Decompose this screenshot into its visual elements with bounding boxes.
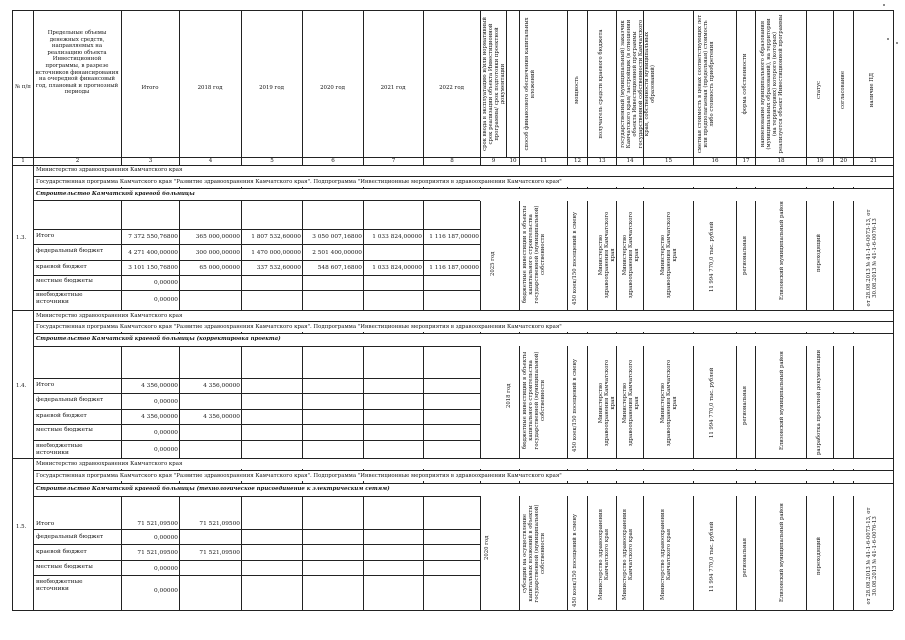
row-number: 1.5. (16, 524, 27, 530)
cell-pd: от 28.08.2013 № 41-1-6-0073-13, от 30.08.2013 № 41-1-6-0076-13 (866, 507, 878, 605)
row-label-extra: внебюджетные источники (36, 443, 83, 456)
cell-pd: от 28.08.2013 № 41-1-6-0073-13, от 30.08.2013 № 41-1-6-0076-13 (866, 209, 878, 307)
cell-value: 337 532,60000 (256, 265, 301, 271)
cell-customer: Министерство здравоохранения Камчатского края (622, 509, 634, 600)
section-object: Строительство Камчатской краевой больницы (36, 191, 195, 197)
cell-status: переходящий (816, 537, 822, 575)
cell-financing: бюджетные инвестиции в объекты капитального строительства государственной (муниципальной) собственности (522, 351, 546, 450)
col-num: 16 (711, 158, 719, 164)
header-col-municipality: наименование муниципального образования (муниципальных образований), на территории (на территориях) которого (которых) реализуется объект Инвестиционной программы (760, 14, 784, 154)
cell-value: 0,00000 (154, 430, 178, 436)
scan-speck (887, 38, 889, 40)
cell-cost: 11 994 770,0 тыс. рублей (709, 221, 715, 292)
header-col-capacity: мощность (574, 76, 580, 104)
row-label-total: Итого (36, 233, 55, 239)
row-number: 1.3. (16, 235, 27, 241)
row-label-federal: федеральный бюджет (36, 248, 104, 254)
cell-capacity: 450 коек/150 посещений в смену (572, 513, 578, 607)
cell-recipient: Министерство здравоохранения Камчатского края (598, 359, 616, 447)
col-num: 14 (626, 158, 634, 164)
cell-status: разработка проектной документации (816, 349, 822, 455)
row-label-total: Итого (36, 382, 55, 388)
section-ministry: Министерство здравоохранения Камчатского края (36, 313, 183, 319)
col-num: 9 (491, 158, 496, 164)
cell-status: переходящий (816, 234, 822, 272)
cell-value: 1 116 187,00000 (429, 234, 479, 240)
cell-value: 0,00000 (154, 280, 178, 286)
col-num: 13 (598, 158, 606, 164)
cell-value: 4 356,00000 (203, 383, 240, 389)
cell-ownership: региональная (742, 236, 748, 275)
cell-recipient: Министерство здравоохранения Камчатского края (598, 509, 610, 600)
col-num: 7 (391, 158, 396, 164)
cell-customer: Министерство здравоохранения Камчатского края (622, 211, 640, 299)
row-label-local: местные бюджеты (36, 278, 93, 284)
header-col-cost: сметная стоимость в ценах соответствующих лет или предполагаемая (предельная) стоимость либо стоимость приобретения (697, 14, 715, 154)
row-label-regional: краевой бюджет (36, 413, 87, 419)
col-num: 2 (75, 158, 80, 164)
cell-value: 71 521,09500 (199, 550, 240, 556)
cell-value: 65 000,00000 (199, 265, 240, 271)
header-col-term: срок ввода в эксплуатацию и/или нормативный срок реализации объекта Инвестиционной программы/ срок подготовки проектной документации (482, 17, 506, 151)
table-bottom-border (12, 610, 893, 611)
col-num: 8 (450, 158, 454, 164)
col-num: 5 (270, 158, 274, 164)
cell-ownership: региональная (742, 538, 748, 577)
cell-recipient: Министерство здравоохранения Камчатского края (598, 211, 616, 299)
cell-year: 2020 год (484, 535, 490, 560)
row-label-total: Итого (36, 521, 55, 527)
cell-financing: бюджетные инвестиции в объекты капитального строительства государственной (муниципальной) собственности (522, 205, 546, 304)
cell-ownership: региональная (742, 386, 748, 425)
row-label-federal: федеральный бюджет (36, 534, 104, 540)
section-ministry: Министерство здравоохранения Камчатского края (36, 461, 183, 467)
section-program: Государственная программа Камчатского края "Развитие здравоохранения Камчатского края". Подпрограмма "Инвестиционные мероприятия в здравоохранении Камчатского края" (36, 324, 562, 330)
row-label-extra: внебюджетные источники (36, 579, 83, 592)
cell-value: 71 521,09500 (137, 550, 178, 556)
cell-value: 300 000,00000 (195, 250, 240, 256)
section-ministry: Министерство здравоохранения Камчатского края (36, 167, 183, 173)
header-col-2021: 2021 год (380, 85, 406, 91)
col-num: 1 (21, 158, 25, 164)
section-object: Строительство Камчатской краевой больницы (корректировка проекта) (36, 336, 281, 342)
col-num: 21 (869, 158, 878, 164)
row-label-local: местные бюджеты (36, 564, 93, 570)
col-num: 19 (816, 158, 824, 164)
cell-year: 2025 год (490, 251, 496, 276)
header-col-volumes: Предельные объемы денежных средств, направляемых на реализацию объекта Инвестиционной программы, в разрезе источников финансирования на очередной финансовый год, плановый и прогнозный периоды (35, 30, 119, 96)
col-num: 10 (509, 158, 517, 164)
header-col-2022: 2022 год (439, 85, 464, 91)
col-num: 15 (664, 158, 673, 164)
header-col-pd: наличие ПД (869, 72, 875, 108)
scan-speck (883, 4, 885, 6)
table-right-border (893, 10, 894, 610)
cell-value: 0,00000 (154, 399, 178, 405)
header-col-customer: государственный (муниципальный) заказчик Камчатского края/ застройщик (в отношении объекта Инвестиционной программы государственной собственности Камчатского края, собственности муниципальных образований) (620, 19, 656, 149)
cell-value: 548 607,16800 (317, 265, 362, 271)
cell-value: 3 101 150,76800 (128, 265, 178, 271)
section-program: Государственная программа Камчатского края "Развитие здравоохранения Камчатского края". Подпрограмма "Инвестиционные мероприятия в здравоохранении Камчатского края" (36, 179, 562, 185)
col-num: 18 (777, 158, 785, 164)
section-object: Строительство Камчатской краевой больницы (технологическое присоединение к электрическим сетям) (36, 486, 390, 492)
row-label-regional: краевой бюджет (36, 549, 87, 555)
cell-value: 4 271 400,00000 (128, 250, 178, 256)
header-col-2020: 2020 год (320, 85, 345, 91)
cell-value: 0,00000 (154, 566, 178, 572)
cell-developer: Министерство здравоохранения Камчатского края (660, 359, 678, 447)
col-num: 6 (331, 158, 335, 164)
row-number: 1.4. (16, 383, 27, 389)
cell-developer: Министерство здравоохранения Камчатского края (660, 509, 672, 600)
row-label-local: местные бюджеты (36, 427, 93, 433)
cell-value: 0,00000 (154, 535, 178, 541)
header-col-approval: согласование (840, 71, 846, 109)
header-col-financing: способ финансового обеспечения капитальных вложений (524, 17, 536, 151)
cell-value: 1 807 532,60000 (251, 234, 301, 240)
header-col-recipient: получатель средств краевого бюджета (598, 29, 604, 139)
row-label-regional: краевой бюджет (36, 264, 87, 270)
cell-value: 3 050 007,16800 (312, 234, 362, 240)
cell-year: 2018 год (506, 383, 512, 408)
header-col-2018: 2018 год (197, 85, 223, 91)
cell-value: 71 521,09500 (137, 521, 178, 527)
cell-developer: Министерство здравоохранения Камчатского края (660, 211, 678, 299)
row-label-extra: внебюджетные источники (36, 292, 83, 305)
header-col-number: № п/п (15, 84, 31, 90)
cell-value: 0,00000 (154, 447, 178, 453)
cell-municipality: Елизовский муниципальный район (779, 503, 785, 602)
table-top-border (12, 10, 893, 11)
cell-value: 1 116 187,00000 (429, 265, 479, 271)
header-col-total: Итого (141, 85, 159, 91)
cell-value: 1 033 824,00000 (372, 234, 422, 240)
cell-cost: 11 994 770,0 тыс. рублей (709, 367, 715, 438)
cell-value: 2 501 400,00000 (312, 250, 362, 256)
col-num: 12 (573, 158, 582, 164)
cell-customer: Министерство здравоохранения Камчатского края (622, 359, 640, 447)
cell-municipality: Елизовский муниципальный район (779, 201, 785, 300)
header-col-2019: 2019 год (259, 85, 284, 91)
col-num: 3 (148, 158, 153, 164)
cell-value: 7 372 550,76800 (128, 234, 178, 240)
cell-value: 1 470 000,00000 (251, 250, 301, 256)
cell-value: 1 033 824,00000 (372, 265, 422, 271)
section-program: Государственная программа Камчатского края "Развитие здравоохранения Камчатского края". Подпрограмма "Инвестиционные мероприятия в здравоохранении Камчатского края" (36, 473, 562, 479)
col-num: 11 (539, 158, 548, 164)
col-num: 17 (742, 158, 750, 164)
cell-value: 0,00000 (154, 297, 178, 303)
row-label-federal: федеральный бюджет (36, 397, 104, 403)
cell-financing: субсидии на осуществление капитальных вложений в объекты государственной (муниципальной) собственности (522, 504, 546, 603)
cell-capacity: 450 коек/150 посещений в смену (572, 358, 578, 452)
cell-value: 365 000,00000 (195, 234, 240, 240)
col-num: 4 (208, 158, 213, 164)
cell-value: 0,00000 (154, 588, 178, 594)
cell-value: 71 521,09500 (199, 521, 240, 527)
cell-value: 4 356,00000 (141, 383, 178, 389)
cell-value: 4 356,00000 (203, 414, 240, 420)
scan-speck (896, 42, 898, 44)
cell-municipality: Елизовский муниципальный район (779, 351, 785, 450)
cell-cost: 11 994 770,0 тыс. рублей (709, 521, 715, 592)
header-col-status: статус (816, 80, 822, 100)
header-col-ownership: форма собственности (742, 53, 748, 115)
cell-value: 4 356,00000 (141, 414, 178, 420)
cell-capacity: 450 коек/150 посещений в смену (572, 211, 578, 305)
col-num: 20 (839, 158, 848, 164)
